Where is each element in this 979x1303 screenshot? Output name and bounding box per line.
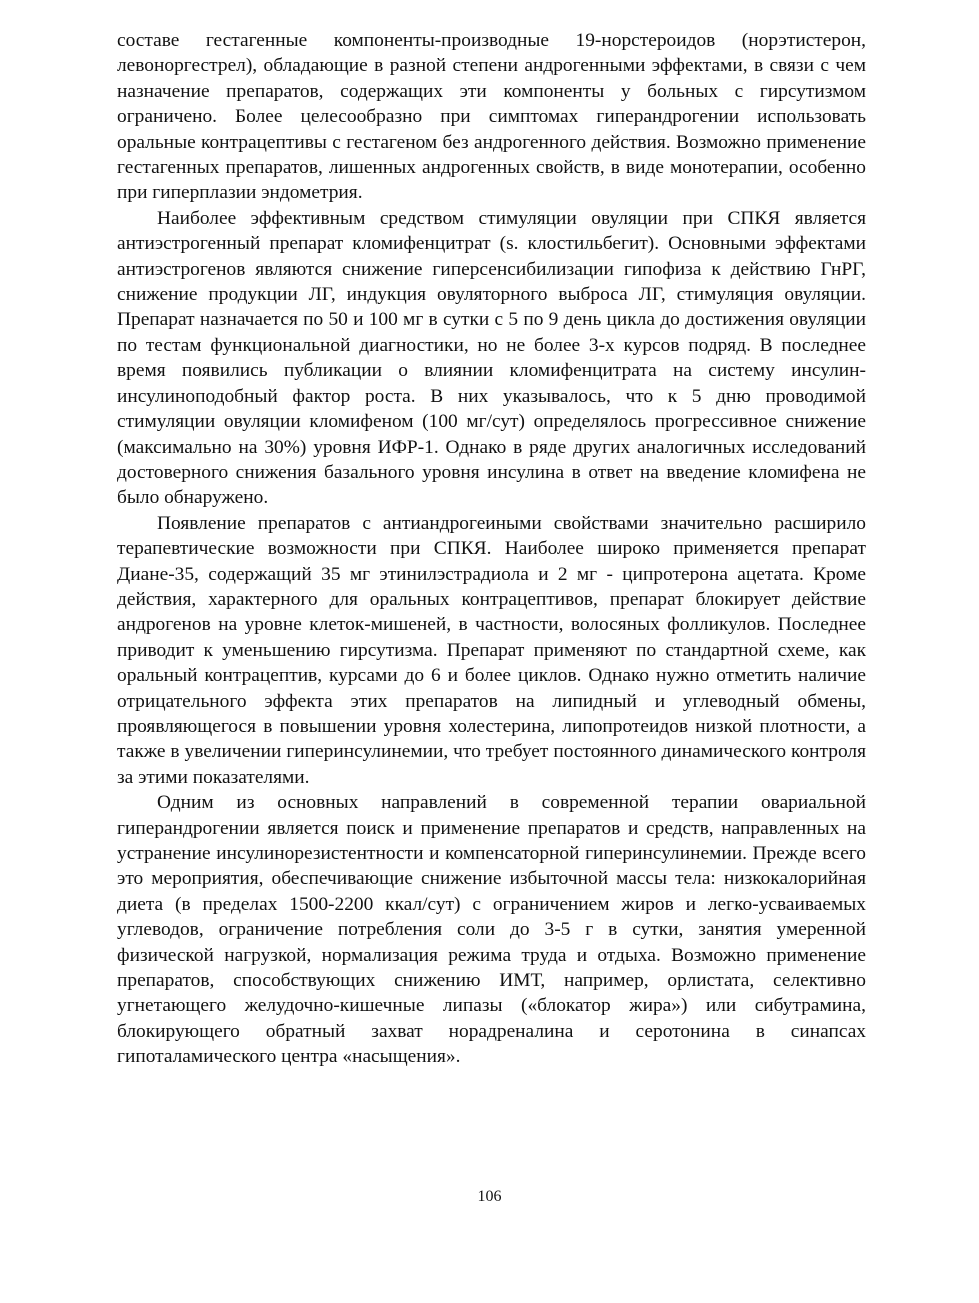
paragraph-insulin-resistance: Одним из основных направлений в современной терапии овариальной гиперандрогении является поиск и применение препаратов и средств, направленных на устранение инсулинорезистентности и компенсаторной гиперинсулинемии. Прежде всего это мероприятия, обеспечивающие снижение избыточной массы тела: низкокалорийная диета (в пределах 1500-2200 ккал/сут) с ограничением жиров и легко-усваиваемых углеводов, ограничение потребления соли до 3-5 г в сутки, занятия умеренной физической нагрузкой, нормализация режима труда и отдыха. Возможно применение препаратов, способствующих снижению ИМТ, например, орлистата, селективно угнетающего желудочно-кишечные липазы («блокатор жира») или сибутрамина, блокирующего обратный захват норадреналина и серотонина в синапсах гипоталамического центра «насыщения». xyxy=(117,792,866,1068)
paragraph-clomiphene: Наиболее эффективным средством стимуляции овуляции при СПКЯ является антиэстрогенный препарат кломифенцитрат (s. клостильбегит). Основными эффектами антиэстрогенов являются снижение гиперсенсибилизации гипофиза к действию ГнРГ, снижение продукции ЛГ, индукция овуляторного выброса ЛГ, стимуляция овуляции. Препарат назначается по 50 и 100 мг в сутки с 5 по 9 день цикла до достижения овуляции по тестам функциональной диагностики, но не более 3-х курсов подряд. В последнее время появились публикации о влиянии кломифенцитрата на систему инсулин-инсулиноподобный фактор роста. В них указывалось, что к 5 дню проводимой стимуляции овуляции кломифеном (100 мг/сут) определялось прогрессивное снижение (максимально на 30%) уровня ИФР-1. Однако в ряде других аналогичных исследований достоверного снижения базального уровня инсулина в ответ на введение кломифена не было обнаружено. xyxy=(117,207,866,509)
page-body xyxy=(117,28,866,1070)
page-number: 106 xyxy=(477,1188,502,1205)
paragraph-antiandrogens: Появление препаратов с антиандрогеиными свойствами значительно расширило терапевтические возможности при СПКЯ. Наиболее широко применяется препарат Диане-35, содержащий 35 мг этинилэстрадиола и 2 мг - ципротерона ацетата. Кроме действия, характерного для оральных контрацептивов, препарат блокирует действие андрогенов на уровне клеток-мишеней, в частности, волосяных фолликулов. Последнее приводит к уменьшению гирсутизма. Препарат применяют по стандартной схеме, как оральный контрацептив, курсами до 6 и более циклов. Однако нужно отметить наличие отрицательного эффекта этих препаратов на липидный и углеводный обмены, проявляющегося в повышении уровня холестерина, липопротеидов низкой плотности, а также в увеличении гиперинсулинемии, что требует постоянного динамического контроля за этими показателями. xyxy=(117,512,866,788)
paragraph-continuation: составе гестагенные компоненты-производные 19-норстероидов (норэтистерон, левоноргестрел), обладающие в разной степени андрогенными эффектами, в связи с чем назначение препаратов, содержащих эти компоненты у больных с гирсутизмом ограничено. Более целесообразно при симптомах гиперандрогении использовать оральные контрацептивы с гестагеном без андрогенного действия. Возможно применение гестагенных препаратов, лишенных андрогенных свойств, в виде монотерапии, особенно при гиперплазии эндометрия. xyxy=(117,30,866,204)
